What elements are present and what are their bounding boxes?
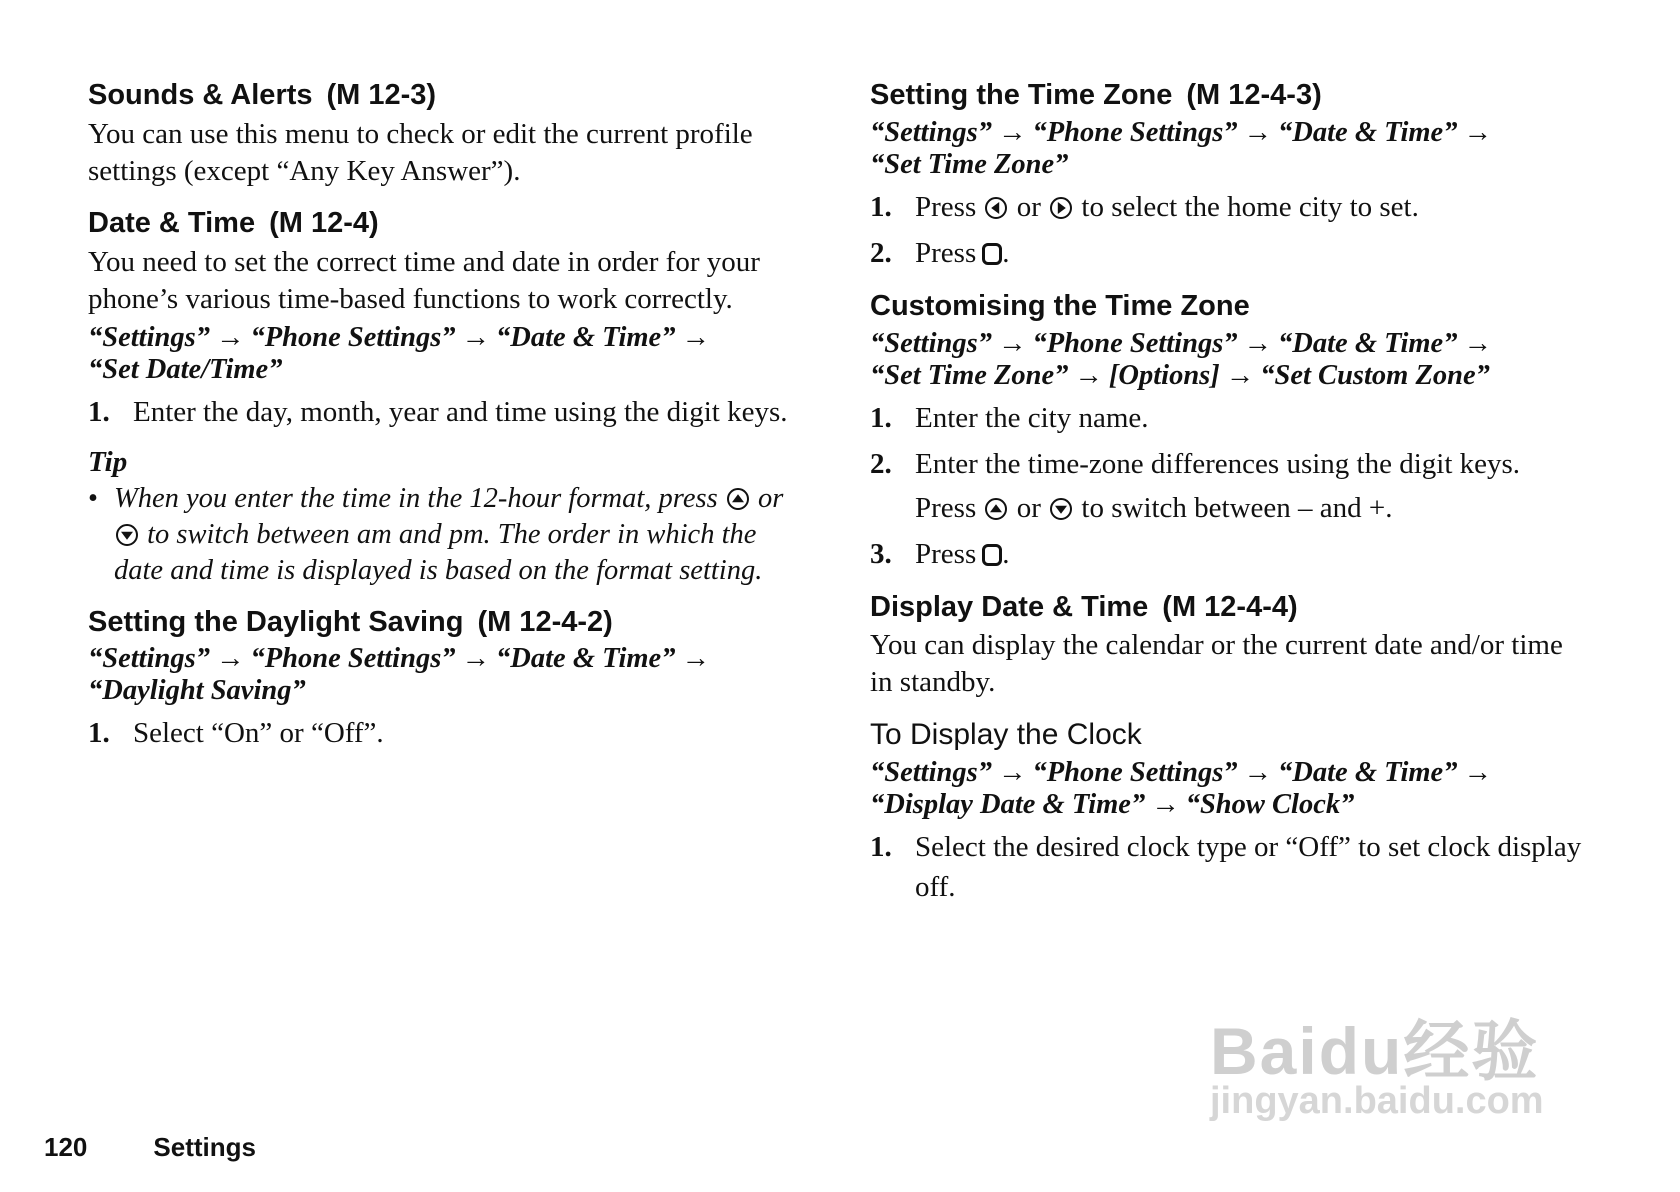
step-text-a: Press [915, 236, 977, 269]
arrow-icon: → [1243, 327, 1273, 359]
path-item: “Phone Settings” [1032, 757, 1238, 789]
section-body: You can use this menu to check or edit the current profile settings (except “Any Key Answer”). [88, 117, 753, 187]
arrow-icon: → [1463, 116, 1492, 148]
down-key-icon [1050, 498, 1072, 520]
heading-text: Date & Time [88, 206, 256, 239]
tip-or: or [757, 482, 784, 514]
step-number: 3. [870, 537, 892, 570]
step-number: 1. [88, 717, 110, 750]
section-heading [870, 590, 1592, 625]
section-heading [870, 78, 1592, 113]
arrow-icon: → [681, 643, 710, 675]
path-item: “Daylight Saving” [88, 675, 306, 707]
step-text-b: to select the home city to set. [1081, 190, 1419, 223]
arrow-icon: → [1243, 116, 1273, 148]
arrow-icon: → [681, 321, 710, 353]
menu-path [870, 757, 1592, 821]
section-body: You need to set the correct time and date in order for your phone’s various time-based functions to work correctly. [88, 245, 760, 315]
path-item: “Settings” [88, 321, 210, 353]
center-key-icon [982, 243, 1002, 265]
section-custom-time-zone [870, 289, 1592, 574]
menu-ref: (M 12-4-4) [1162, 590, 1298, 623]
heading-text: Setting the Daylight Saving [88, 605, 464, 638]
menu-path [88, 643, 800, 707]
path-item: “Date & Time” [496, 643, 676, 675]
path-item: “Date & Time” [496, 321, 676, 353]
right-column [870, 78, 1592, 923]
center-key-icon [982, 544, 1002, 566]
step-item [870, 233, 1592, 273]
menu-path [870, 328, 1592, 392]
tip-text-b: to switch between am and pm. The order in which the date and time is displayed is based on the format setting. [114, 518, 763, 586]
arrow-icon: → [1225, 359, 1255, 391]
path-item: “Phone Settings” [250, 643, 456, 675]
step-text: Select the desired clock type or “Off” to set clock display off. [915, 831, 1582, 904]
section-heading [88, 206, 800, 241]
tip-text [114, 481, 800, 589]
footer-section: Settings [153, 1132, 256, 1162]
step-text: Press . [915, 537, 1010, 570]
path-item: “Date & Time” [1278, 327, 1458, 359]
path-item: [Options] [1108, 359, 1220, 391]
section-body: You can display the calendar or the current date and/or time in standby. [870, 629, 1563, 699]
baidu-watermark [1210, 950, 1610, 1150]
section-date-time [88, 206, 800, 589]
arrow-icon: → [1151, 789, 1180, 821]
arrow-icon: → [215, 321, 245, 353]
section-heading [88, 78, 800, 113]
path-item: “Set Custom Zone” [1260, 359, 1490, 391]
step-item [870, 187, 1592, 227]
path-item: “Phone Settings” [1032, 327, 1238, 359]
menu-ref: (M 12-4-3) [1186, 79, 1322, 111]
section-time-zone [870, 78, 1592, 273]
path-item: “Settings” [870, 327, 992, 359]
path-item: “Settings” [870, 116, 992, 148]
path-item: “Set Time Zone” [870, 359, 1069, 391]
arrow-icon: → [1463, 757, 1492, 789]
path-item: “Show Clock” [1185, 789, 1355, 821]
heading-text: Customising the Time Zone [870, 289, 1250, 322]
heading-text: Display Date & Time [870, 590, 1149, 623]
step-text-a: Press [915, 537, 977, 570]
step-number: 1. [870, 401, 892, 434]
path-item: “Set Time Zone” [870, 148, 1069, 180]
step-item [870, 398, 1592, 438]
section-display-clock [870, 717, 1592, 907]
step-text-c: to switch between – and +. [1081, 491, 1393, 524]
section-heading [870, 289, 1592, 324]
menu-ref: (M 12-4) [269, 206, 379, 239]
left-column [88, 78, 800, 769]
step-number: 1. [870, 831, 892, 864]
step-or: or [1016, 190, 1041, 223]
path-item: “Settings” [870, 757, 992, 789]
arrow-icon: → [461, 643, 491, 675]
bullet: • [88, 482, 98, 514]
step-text [915, 187, 1592, 227]
path-item: “Settings” [88, 643, 210, 675]
section-sounds-alerts [88, 78, 800, 190]
step-text-b: Press [915, 491, 977, 524]
arrow-icon: → [997, 327, 1027, 359]
heading-text: Setting the Time Zone [870, 79, 1173, 111]
tip-title: Tip [88, 445, 128, 478]
heading-text: Sounds & Alerts [88, 79, 313, 111]
arrow-icon: → [461, 321, 491, 353]
step-item [88, 713, 800, 753]
step-or: or [1016, 491, 1041, 524]
path-item: “Date & Time” [1278, 116, 1458, 148]
arrow-icon: → [1074, 359, 1103, 391]
arrow-icon: → [1463, 327, 1492, 359]
page-footer [44, 1132, 256, 1163]
page-number: 120 [44, 1132, 88, 1162]
menu-path [88, 322, 800, 386]
path-item: “Phone Settings” [250, 321, 456, 353]
section-display-date-time [870, 590, 1592, 702]
down-key-icon [116, 524, 138, 546]
subsection-heading: To Display the Clock [870, 718, 1142, 752]
step-number: 2. [870, 236, 892, 269]
step-text: Select “On” or “Off”. [133, 717, 384, 750]
step-text: Enter the day, month, year and time using the digit keys. [133, 395, 788, 428]
tip-text-a: When you enter the time in the 12-hour format, press [114, 482, 718, 514]
menu-ref: (M 12-3) [326, 79, 437, 111]
arrow-icon: → [997, 757, 1027, 789]
step-text-a: Press [915, 190, 977, 223]
step-text: Press . [915, 236, 1010, 269]
step-subline [915, 488, 1592, 528]
arrow-icon: → [1243, 757, 1273, 789]
step-text [915, 444, 1592, 528]
watermark-brand: Baidu经验 [1210, 1014, 1540, 1088]
menu-path [870, 117, 1592, 181]
step-number: 1. [870, 190, 892, 223]
path-item: “Set Date/Time” [88, 353, 283, 385]
step-item [870, 534, 1592, 574]
path-item: “Phone Settings” [1032, 116, 1238, 148]
menu-ref: (M 12-4-2) [477, 605, 613, 638]
left-key-icon [985, 197, 1007, 219]
watermark-url: jingyan.baidu.com [1210, 1080, 1544, 1122]
up-key-icon [985, 498, 1007, 520]
right-key-icon [1050, 197, 1072, 219]
up-key-icon [727, 488, 749, 510]
step-item [870, 444, 1592, 528]
step-item [88, 392, 800, 432]
step-number: 2. [870, 447, 892, 480]
path-item: “Display Date & Time” [870, 789, 1146, 821]
path-item: “Date & Time” [1278, 757, 1458, 789]
step-number: 1. [88, 395, 110, 428]
arrow-icon: → [215, 643, 245, 675]
section-heading [88, 605, 800, 640]
step-text-a: Enter the time-zone differences using the digit keys. [915, 447, 1521, 480]
tip-item [88, 481, 800, 589]
step-text: Enter the city name. [915, 401, 1149, 434]
step-item [870, 827, 1592, 907]
arrow-icon: → [997, 116, 1027, 148]
section-daylight-saving [88, 605, 800, 754]
